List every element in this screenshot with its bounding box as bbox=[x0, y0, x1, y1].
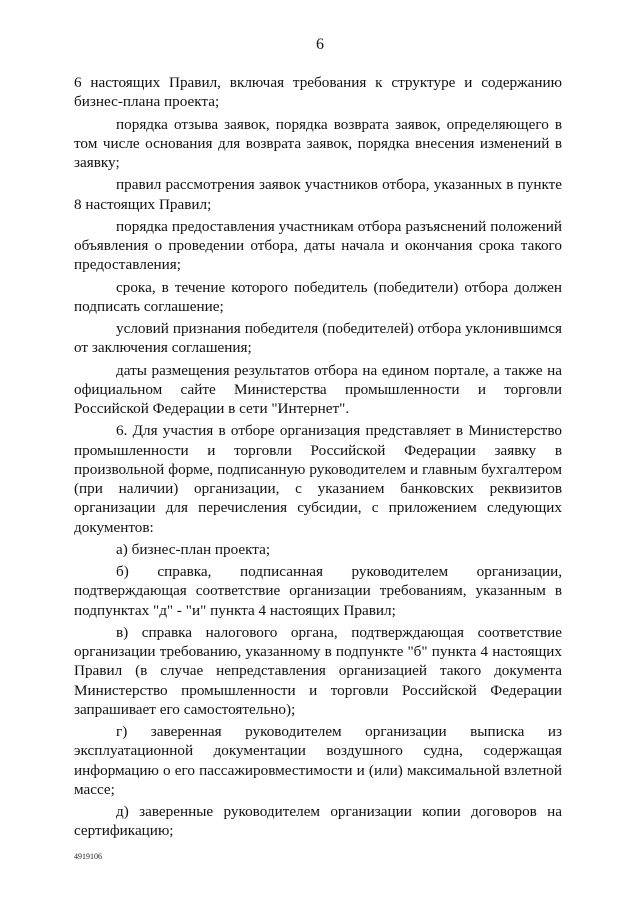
paragraph-10: б) справка, подписанная руководителем организации, подтверждающая соответствие организации требованиям, указанным в подпунктах "д" - "и" пункта 4 настоящих Правил; bbox=[74, 563, 562, 619]
paragraph-2: порядка отзыва заявок, порядка возврата заявок, определяющего в том числе основания для возврата заявок, порядка внесения изменений в заявку; bbox=[74, 115, 562, 171]
paragraph-4: порядка предоставления участникам отбора разъяснений положений объявления о проведении отбора, даты начала и окончания срока такого предоставления; bbox=[74, 217, 562, 274]
paragraph-12: г) заверенная руководителем организации выписка из эксплуатационной документации воздушного судна, содержащая информацию о его пассажировместимости и (или) максимальной взлетной массе; bbox=[74, 723, 562, 798]
paragraph-11: в) справка налогового органа, подтверждающая соответствие организации требованию, указанному в подпункте "б" пункта 4 настоящих Правил (в случае непредставления организацией такого документа Министерство промышленности и торговли Российской Федерации запрашивает его самостоятельно); bbox=[74, 623, 562, 718]
paragraph-8: 6. Для участия в отборе организация представляет в Министерство промышленности и торговли Российской Федерации заявку в произвольной форме, подписанную руководителем и главным бухгалтером (при наличии) организации, с указанием банковских реквизитов организации для перечисления субсидии, с приложением следующих документов: bbox=[74, 422, 562, 536]
paragraph-7: даты размещения результатов отбора на едином портале, а также на официальном сайте Министерства промышленности и торговли Российской Федерации в сети "Интернет". bbox=[74, 361, 562, 417]
document-code: 4919106 bbox=[74, 852, 102, 861]
paragraph-13: д) заверенные руководителем организации копии договоров на сертификацию; bbox=[74, 803, 562, 840]
paragraph-1: 6 настоящих Правил, включая требования к структуре и содержанию бизнес-плана проекта; bbox=[74, 74, 562, 111]
paragraph-5: срока, в течение которого победитель (победители) отбора должен подписать соглашение; bbox=[74, 278, 562, 315]
paragraph-3: правил рассмотрения заявок участников отбора, указанных в пункте 8 настоящих Правил; bbox=[74, 176, 562, 213]
paragraph-6: условий признания победителя (победителей) отбора уклонившимся от заключения соглашения; bbox=[74, 320, 562, 357]
page-number: 6 bbox=[316, 36, 324, 53]
paragraph-9: а) бизнес-план проекта; bbox=[116, 540, 271, 558]
document-body bbox=[74, 73, 562, 844]
